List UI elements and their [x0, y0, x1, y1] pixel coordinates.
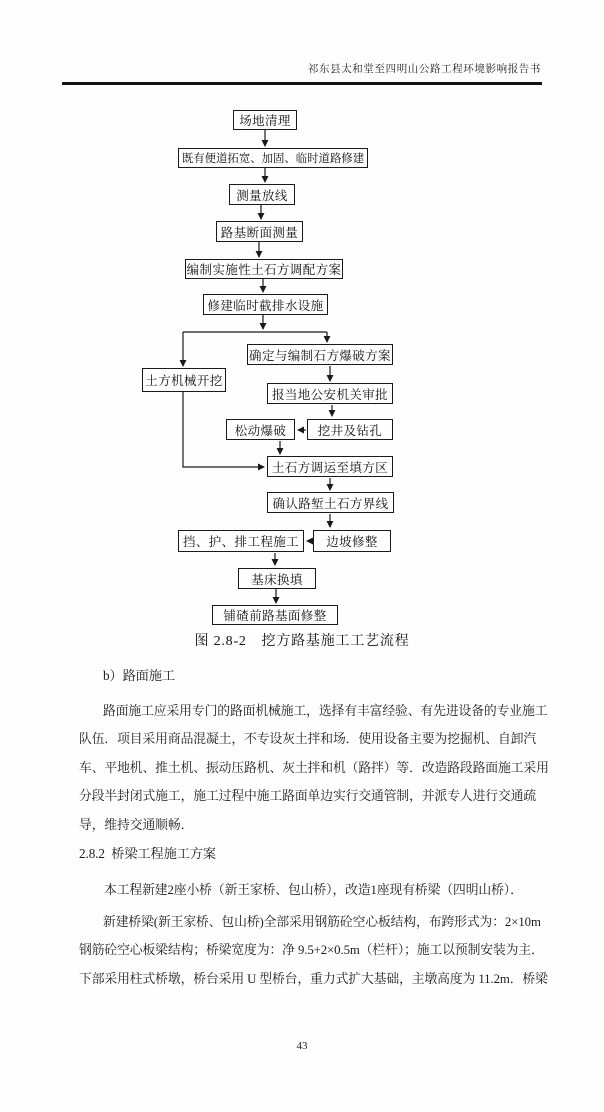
flow-node-bed-replacement-fill: 基床换填	[238, 568, 316, 589]
bridge-paragraph-line: 新建桥梁(新王家桥、包山桥)全部采用钢筋砼空心板结构，布跨形式为：2×10m	[103, 915, 541, 929]
flow-node-retaining-protection-drainage-works: 挡、护、排工程施工	[178, 530, 304, 552]
figure-caption: 图 2.8-2 挖方路基施工工艺流程	[194, 634, 410, 649]
flow-node-well-and-drilling: 挖井及钻孔	[307, 419, 393, 440]
flow-node-mechanical-excavation: 土方机械开挖	[142, 368, 226, 392]
pavement-paragraph-line: 队伍．项目采用商品混凝土，不专设灰土拌和场．使用设备主要为挖掘机、自卸汽	[79, 732, 537, 746]
pavement-paragraph-line: 分段半封闭式施工，施工过程中施工路面单边实行交通管制，并派专人进行交通疏	[79, 789, 537, 803]
report-header-title: 祁东县太和堂至四明山公路工程环境影响报告书	[307, 64, 541, 75]
flow-node-existing-road-widening: 既有便道拓宽、加固、临时道路修建	[178, 148, 368, 168]
flow-node-cut-boundary-confirm: 确认路堑土石方界线	[267, 492, 394, 513]
section-heading: 2.8.2 桥梁工程施工方案	[79, 846, 216, 861]
flow-node-surface-trimming-before-ballast: 铺碴前路基面修整	[212, 605, 338, 625]
pavement-paragraph-line: 导，维持交通顺畅．	[79, 818, 194, 832]
flow-node-survey-layout: 测量放线	[229, 184, 295, 205]
flow-node-slope-trimming: 边坡修整	[313, 530, 391, 552]
bridge-paragraph-line: 下部采用柱式桥墩，桥台采用 U 型桥台，重力式扩大基础，主墩高度为 11.2m．桥梁	[79, 972, 548, 986]
flow-node-earthwork-transport: 土石方调运至填方区	[267, 456, 393, 477]
flow-node-police-approval: 报当地公安机关审批	[267, 383, 393, 404]
flow-node-subgrade-section-survey: 路基断面测量	[216, 221, 303, 242]
page-number: 43	[296, 1040, 308, 1052]
flow-node-blasting-plan: 确定与编制石方爆破方案	[247, 344, 393, 365]
flow-node-earthwork-allocation-plan: 编制实施性土石方调配方案	[185, 259, 343, 279]
subsection-heading: b）路面施工	[103, 668, 175, 683]
bridge-paragraph-line: 钢筋砼空心板梁结构；桥梁宽度为：净 9.5+2×0.5m（栏杆）；施工以预制安装为主．	[79, 943, 544, 957]
bridge-intro-line: 本工程新建2座小桥（新王家桥、包山桥），改造1座现有桥梁（四明山桥）．	[104, 883, 523, 897]
flow-node-temporary-drainage: 修建临时截排水设施	[203, 294, 328, 315]
flow-node-loosening-blasting: 松动爆破	[226, 419, 295, 440]
pavement-paragraph-line: 路面施工应采用专门的路面机械施工，选择有丰富经验、有先进设备的专业施工	[103, 704, 548, 718]
pavement-paragraph-line: 车、平地机、推土机、振动压路机、灰土拌和机（路拌）等．改造路段路面施工采用	[79, 761, 549, 775]
flow-node-site-clearing: 场地清理	[233, 110, 297, 130]
